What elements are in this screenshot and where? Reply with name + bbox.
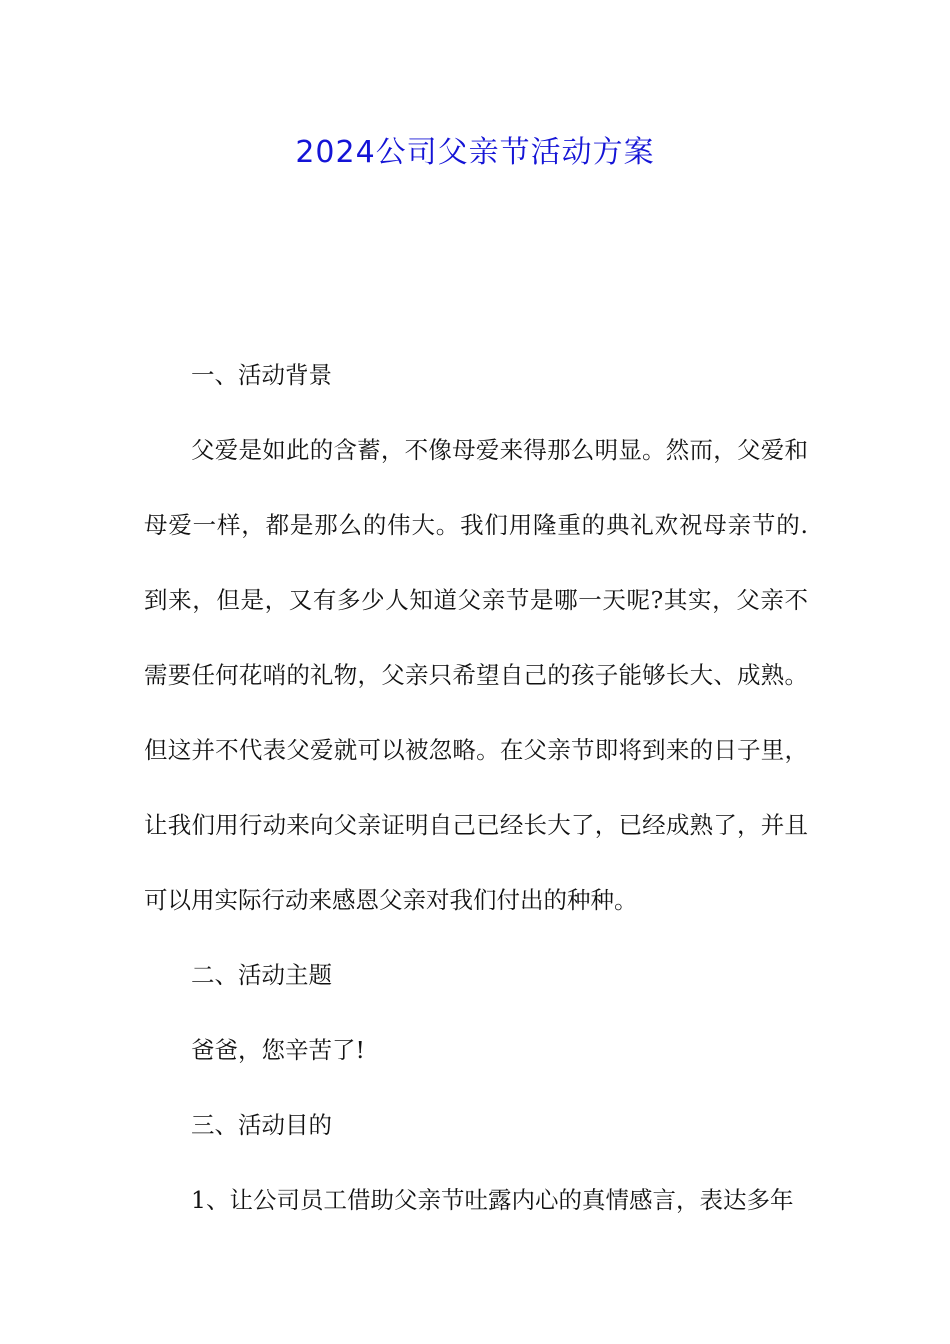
section-paragraph-theme: 爸爸，您辛苦了! [191,1036,365,1064]
document-body [144,338,808,1238]
section-heading-background: 一、活动背景 [191,361,332,389]
document-title: 2024公司父亲节活动方案 [295,135,655,170]
section-paragraph-purpose: 1、让公司员工借助父亲节吐露内心的真情感言，表达多年 [191,1186,794,1214]
section-heading-theme: 二、活动主题 [191,961,332,989]
section-paragraph-background: 父爱是如此的含蓄，不像母爱来得那么明显。然而，父爱和母爱一样，都是那么的伟大。我们用隆重的典礼欢祝母亲节的.到来，但是，又有多少人知道父亲节是哪一天呢?其实，父亲不需要任何花哨的礼物，父亲只希望自己的孩子能够长大、成熟。但这并不代表父爱就可以被忽略。在父亲节即将到来的日子里，让我们用行动来向父亲证明自己已经长大了，已经成熟了，并且可以用实际行动来感恩父亲对我们付出的种种。 [144,436,808,914]
section-heading-purpose: 三、活动目的 [191,1111,332,1139]
